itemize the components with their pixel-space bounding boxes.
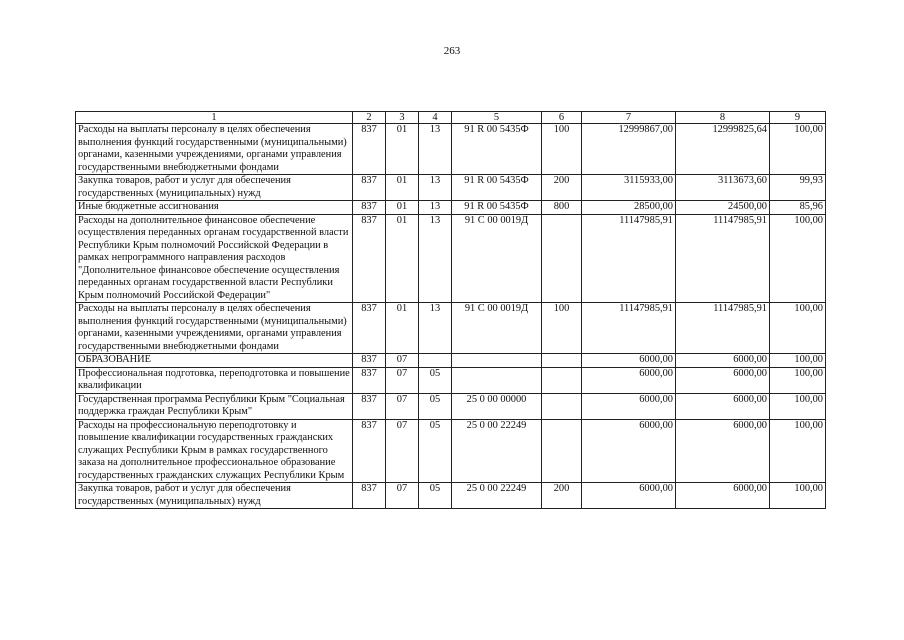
row-section: 07 (386, 393, 419, 419)
row-target: 91 C 00 0019Д (452, 303, 542, 354)
row-name: Расходы на выплаты персоналу в целях обеспечения выполнения функций государственными (муниципальными) органами, казенными учреждениями, органами управления государственными внебюджетными фондами (76, 303, 353, 354)
row-code: 837 (353, 124, 386, 175)
row-code: 837 (353, 214, 386, 303)
row-percent: 100,00 (770, 393, 826, 419)
row-code: 837 (353, 303, 386, 354)
row-type: 200 (542, 175, 582, 201)
row-percent: 100,00 (770, 214, 826, 303)
row-type (542, 367, 582, 393)
row-type (542, 393, 582, 419)
row-fact: 3113673,60 (676, 175, 770, 201)
row-name: Государственная программа Республики Крым "Социальная поддержка граждан Республики Крым" (76, 393, 353, 419)
table-row (76, 354, 826, 368)
row-subsection: 13 (419, 124, 452, 175)
header-cell: 3 (386, 112, 419, 124)
row-plan: 3115933,00 (582, 175, 676, 201)
row-code: 837 (353, 393, 386, 419)
row-type: 100 (542, 124, 582, 175)
row-subsection: 13 (419, 303, 452, 354)
row-code: 837 (353, 367, 386, 393)
row-name: ОБРАЗОВАНИЕ (76, 354, 353, 368)
row-section: 07 (386, 367, 419, 393)
row-subsection: 05 (419, 367, 452, 393)
row-name: Расходы на выплаты персоналу в целях обеспечения выполнения функций государственными (муниципальными) органами, казенными учреждениями, органами управления государственными внебюджетными фондами (76, 124, 353, 175)
row-fact: 11147985,91 (676, 303, 770, 354)
row-percent: 85,96 (770, 201, 826, 215)
row-plan: 6000,00 (582, 393, 676, 419)
row-fact: 24500,00 (676, 201, 770, 215)
row-type: 800 (542, 201, 582, 215)
table-header-row (76, 112, 826, 124)
row-section: 01 (386, 201, 419, 215)
header-cell: 7 (582, 112, 676, 124)
row-section: 07 (386, 419, 419, 483)
row-section: 01 (386, 175, 419, 201)
row-target: 91 R 00 5435Ф (452, 175, 542, 201)
row-code: 837 (353, 354, 386, 368)
table-row (76, 175, 826, 201)
table-row (76, 393, 826, 419)
row-fact: 6000,00 (676, 393, 770, 419)
header-cell: 5 (452, 112, 542, 124)
row-subsection: 05 (419, 483, 452, 509)
row-percent: 100,00 (770, 354, 826, 368)
row-percent: 100,00 (770, 483, 826, 509)
row-percent: 100,00 (770, 124, 826, 175)
row-name: Закупка товаров, работ и услуг для обеспечения государственных (муниципальных) нужд (76, 483, 353, 509)
table-row (76, 214, 826, 303)
row-type (542, 354, 582, 368)
row-type: 100 (542, 303, 582, 354)
row-plan: 12999867,00 (582, 124, 676, 175)
row-subsection (419, 354, 452, 368)
row-fact: 12999825,64 (676, 124, 770, 175)
row-fact: 11147985,91 (676, 214, 770, 303)
row-plan: 11147985,91 (582, 214, 676, 303)
table-row (76, 419, 826, 483)
row-percent: 100,00 (770, 303, 826, 354)
row-name: Расходы на профессиональную переподготовку и повышение квалификации государственных гражданских служащих Республики Крым в рамках государственного заказа на дополнительное профессиональное образование государственных гражданских служащих Республики Крым (76, 419, 353, 483)
table-row (76, 201, 826, 215)
header-cell: 4 (419, 112, 452, 124)
header-cell: 1 (76, 112, 353, 124)
row-code: 837 (353, 419, 386, 483)
row-target: 91 C 00 0019Д (452, 214, 542, 303)
row-plan: 6000,00 (582, 354, 676, 368)
row-type (542, 419, 582, 483)
row-plan: 6000,00 (582, 483, 676, 509)
row-fact: 6000,00 (676, 419, 770, 483)
row-code: 837 (353, 175, 386, 201)
row-subsection: 13 (419, 175, 452, 201)
row-subsection: 05 (419, 419, 452, 483)
page-number: 263 (443, 45, 461, 57)
row-subsection: 13 (419, 214, 452, 303)
row-subsection: 05 (419, 393, 452, 419)
row-percent: 100,00 (770, 419, 826, 483)
row-subsection: 13 (419, 201, 452, 215)
row-type: 200 (542, 483, 582, 509)
row-plan: 11147985,91 (582, 303, 676, 354)
row-percent: 100,00 (770, 367, 826, 393)
row-fact: 6000,00 (676, 483, 770, 509)
row-target (452, 354, 542, 368)
header-cell: 9 (770, 112, 826, 124)
header-cell: 6 (542, 112, 582, 124)
row-type (542, 214, 582, 303)
row-target: 25 0 00 22249 (452, 419, 542, 483)
row-fact: 6000,00 (676, 354, 770, 368)
row-name: Закупка товаров, работ и услуг для обеспечения государственных (муниципальных) нужд (76, 175, 353, 201)
table-row (76, 124, 826, 175)
row-section: 07 (386, 354, 419, 368)
row-name: Расходы на дополнительное финансовое обеспечение осуществления переданных органам государственной власти Республики Крым полномочий Российской Федерации в рамках непрограммного направления расходов "Дополнительное финансовое обеспечение осуществления переданных органам государственной власти Республики Крым полномочий Российской Федерации" (76, 214, 353, 303)
row-target: 91 R 00 5435Ф (452, 201, 542, 215)
row-name: Иные бюджетные ассигнования (76, 201, 353, 215)
table-row (76, 303, 826, 354)
row-section: 07 (386, 483, 419, 509)
header-cell: 2 (353, 112, 386, 124)
row-target (452, 367, 542, 393)
row-section: 01 (386, 124, 419, 175)
row-plan: 28500,00 (582, 201, 676, 215)
row-plan: 6000,00 (582, 367, 676, 393)
budget-table (75, 111, 826, 509)
row-section: 01 (386, 214, 419, 303)
row-code: 837 (353, 483, 386, 509)
row-fact: 6000,00 (676, 367, 770, 393)
header-cell: 8 (676, 112, 770, 124)
row-target: 25 0 00 00000 (452, 393, 542, 419)
row-target: 91 R 00 5435Ф (452, 124, 542, 175)
table-row (76, 367, 826, 393)
row-name: Профессиональная подготовка, переподготовка и повышение квалификации (76, 367, 353, 393)
row-plan: 6000,00 (582, 419, 676, 483)
row-percent: 99,93 (770, 175, 826, 201)
row-code: 837 (353, 201, 386, 215)
row-section: 01 (386, 303, 419, 354)
row-target: 25 0 00 22249 (452, 483, 542, 509)
table-row (76, 483, 826, 509)
